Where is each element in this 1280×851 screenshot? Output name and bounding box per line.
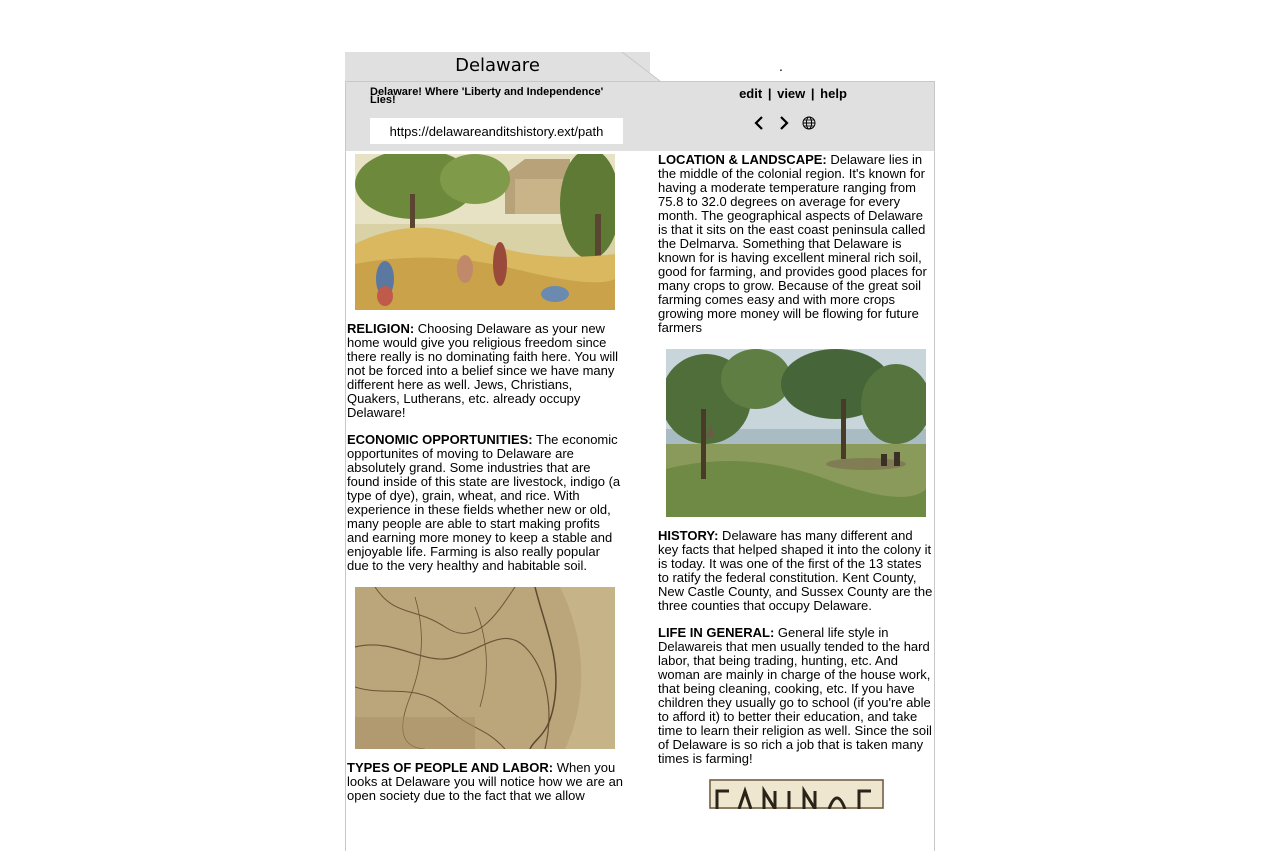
life-text: General life style in Delawareis that men usually tended to the hard labor, that being trading, hunting, etc. And woman are mainly in charge of the house work, that being cleaning, cooking, etc. If you have children they usually go to school (if you're able to afford it) to better their education, and take time to learn their religion as well. Since the soil of Delaware is so rich a job that is taken many times is farming! bbox=[658, 625, 932, 766]
life-heading: LIFE IN GENERAL: bbox=[658, 625, 775, 640]
link-separator: | bbox=[810, 86, 815, 101]
religion-text: Choosing Delaware as your new home would give you religious freedom since there really is no dominating faith here. You will not be forced into a belief since we have many different here as well. Jews, Christians, Quakers, Lutherans, etc. already occupy Delaware! bbox=[347, 321, 618, 420]
edit-link[interactable]: edit bbox=[739, 86, 763, 101]
site-tagline: Delaware! Where 'Liberty and Independence' Lies! bbox=[370, 86, 604, 106]
economic-heading: ECONOMIC OPPORTUNITIES: bbox=[347, 432, 533, 447]
history-heading: HISTORY: bbox=[658, 528, 719, 543]
location-paragraph bbox=[658, 153, 933, 335]
harvest-illustration bbox=[355, 154, 615, 310]
chevron-right-icon[interactable] bbox=[776, 114, 792, 132]
tab-dot: . bbox=[779, 58, 783, 74]
history-paragraph bbox=[658, 529, 934, 613]
page-title: Delaware bbox=[455, 55, 540, 76]
globe-icon[interactable] bbox=[801, 114, 817, 132]
location-heading: LOCATION & LANDSCAPE: bbox=[658, 152, 827, 167]
content-panel bbox=[345, 151, 935, 851]
economic-paragraph bbox=[347, 433, 624, 573]
partial-poster-image bbox=[709, 779, 884, 809]
link-separator: | bbox=[767, 86, 772, 101]
life-paragraph bbox=[658, 626, 934, 766]
header-panel bbox=[345, 81, 935, 153]
page-tab bbox=[345, 52, 650, 81]
url-field[interactable] bbox=[370, 118, 623, 144]
view-link[interactable]: view bbox=[777, 86, 806, 101]
history-text: Delaware has many different and key facts that helped shaped it into the colony it is today. It was one of the first of the 13 states to ratify the federal constitution. Kent County, New Castle County, and Sussex County are the three counties that occupy Delaware. bbox=[658, 528, 933, 613]
economic-text: The economic opportunites of moving to Delaware are absolutely grand. Some industries that are found inside of this state are livestock, indigo (a type of dye), grain, wheat, and rice. With experience in these fields whether new or old, many people are able to start making profits and earning more money to keep a stable and enjoyable life. Farming is also really popular due to the very healthy and habitable soil. bbox=[347, 432, 621, 573]
page bbox=[345, 52, 935, 812]
landscape-illustration bbox=[666, 349, 926, 517]
page-links bbox=[651, 86, 935, 102]
help-link[interactable]: help bbox=[820, 86, 847, 101]
colonial-map-image bbox=[355, 587, 615, 749]
types-heading: TYPES OF PEOPLE AND LABOR: bbox=[347, 760, 554, 775]
chevron-left-icon[interactable] bbox=[751, 114, 767, 132]
nav-icons bbox=[751, 114, 821, 132]
religion-paragraph bbox=[347, 322, 622, 420]
religion-heading: RELIGION: bbox=[347, 321, 415, 336]
types-paragraph bbox=[347, 761, 624, 803]
types-text: When you looks at Delaware you will notice how we are an open society due to the fact that we allow bbox=[347, 760, 624, 803]
tab-slant-decoration bbox=[622, 52, 662, 81]
location-text: Delaware lies in the middle of the colonial region. It's known for having a moderate temperature ranging from 75.8 to 32.0 degrees on average for every month. The geographical aspects of Delaware is that it sits on the east coast peninsula called the Delmarva. Something that Delaware is known for is having excellent mineral rich soil, good for farming, and provides good places for many crops to grow. Because of the great soil farming comes easy and with more crops growing more money will be flowing for future farmers bbox=[658, 152, 927, 335]
